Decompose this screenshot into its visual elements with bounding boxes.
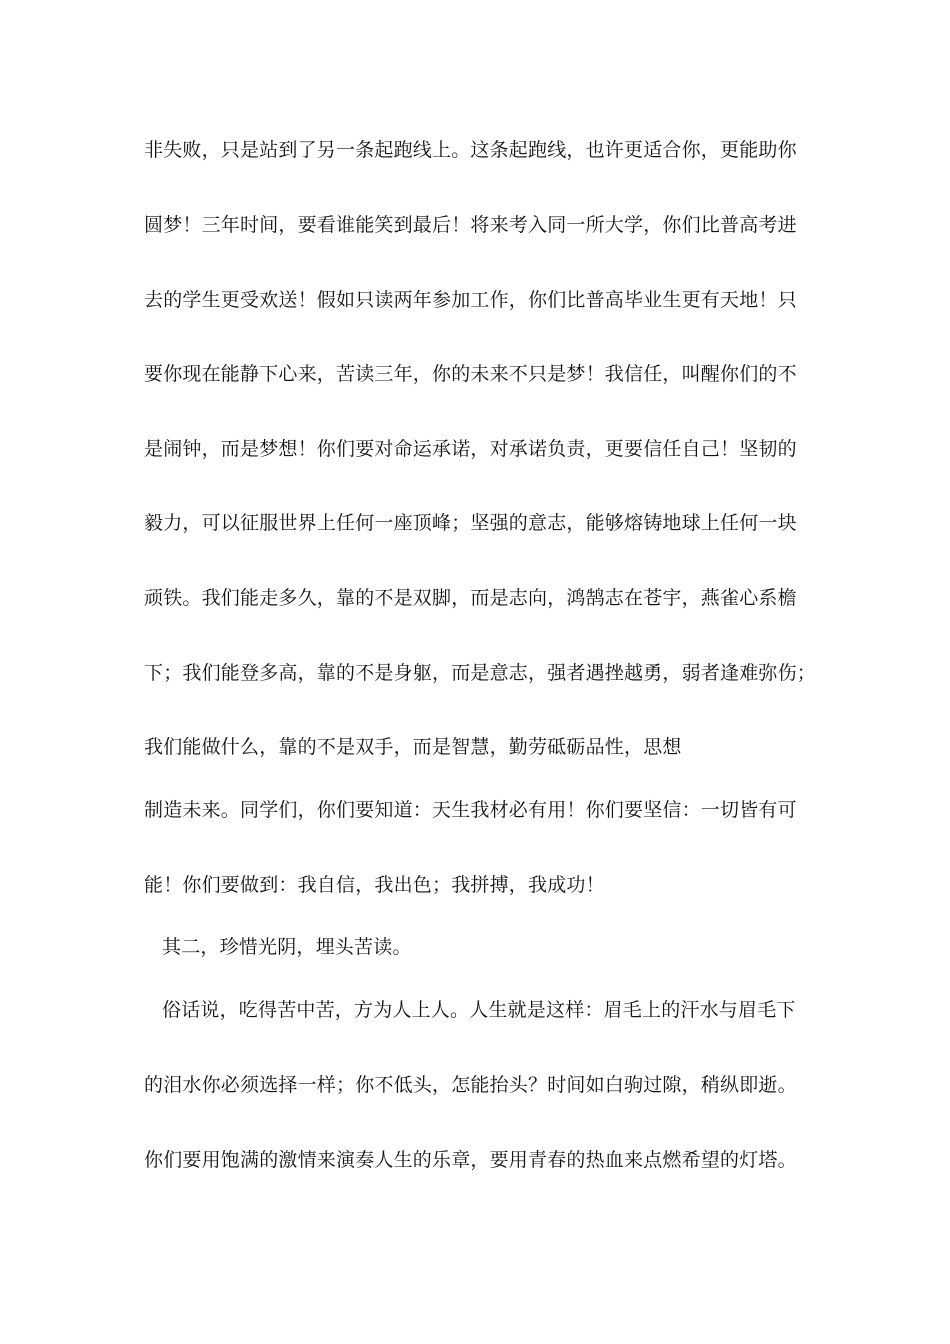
paragraph-line: 的泪水你必须选择一样；你不低头，怎能抬头？时间如白驹过隙，稍纵即逝。 xyxy=(144,1074,797,1096)
paragraph-line: 顽铁。我们能走多久，靠的不是双脚，而是志向，鸿鹄志在苍宇，燕雀心系檐 xyxy=(144,587,797,609)
paragraph-line: 毅力，可以征服世界上任何一座顶峰；坚强的意志，能够熔铸地球上任何一块 xyxy=(144,512,797,534)
paragraph-line: 能！你们要做到：我自信，我出色；我拼搏，我成功！ xyxy=(144,874,605,896)
section-heading: 其二，珍惜光阴，埋头苦读。 xyxy=(162,936,412,958)
paragraph-line: 制造未来。同学们，你们要知道：天生我材必有用！你们要坚信：一切皆有可 xyxy=(144,799,797,821)
paragraph-line: 去的学生更受欢送！假如只读两年参加工作，你们比普高毕业生更有天地！只 xyxy=(144,289,797,311)
paragraph-line: 我们能做什么，靠的不是双手，而是智慧，勤劳砥砺品性，思想 xyxy=(144,736,682,758)
paragraph-line: 圆梦！三年时间，要看谁能笑到最后！将来考入同一所大学，你们比普高考进 xyxy=(144,214,797,236)
paragraph-line: 是闹钟，而是梦想！你们要对命运承诺，对承诺负责，更要信任自己！坚韧的 xyxy=(144,438,797,460)
paragraph-line: 非失败，只是站到了另一条起跑线上。这条起跑线，也许更适合你，更能助你 xyxy=(144,139,797,161)
paragraph-line: 你们要用饱满的激情来演奏人生的乐章，要用青春的热血来点燃希望的灯塔。 xyxy=(144,1149,797,1171)
paragraph-line: 下；我们能登多高，靠的不是身躯，而是意志，强者遇挫越勇，弱者逢难弥伤； xyxy=(144,662,817,684)
paragraph-line: 要你现在能静下心来，苦读三年，你的未来不只是梦！我信任，叫醒你们的不 xyxy=(144,363,797,385)
paragraph-line: 俗话说，吃得苦中苦，方为人上人。人生就是这样：眉毛上的汗水与眉毛下 xyxy=(162,999,796,1021)
